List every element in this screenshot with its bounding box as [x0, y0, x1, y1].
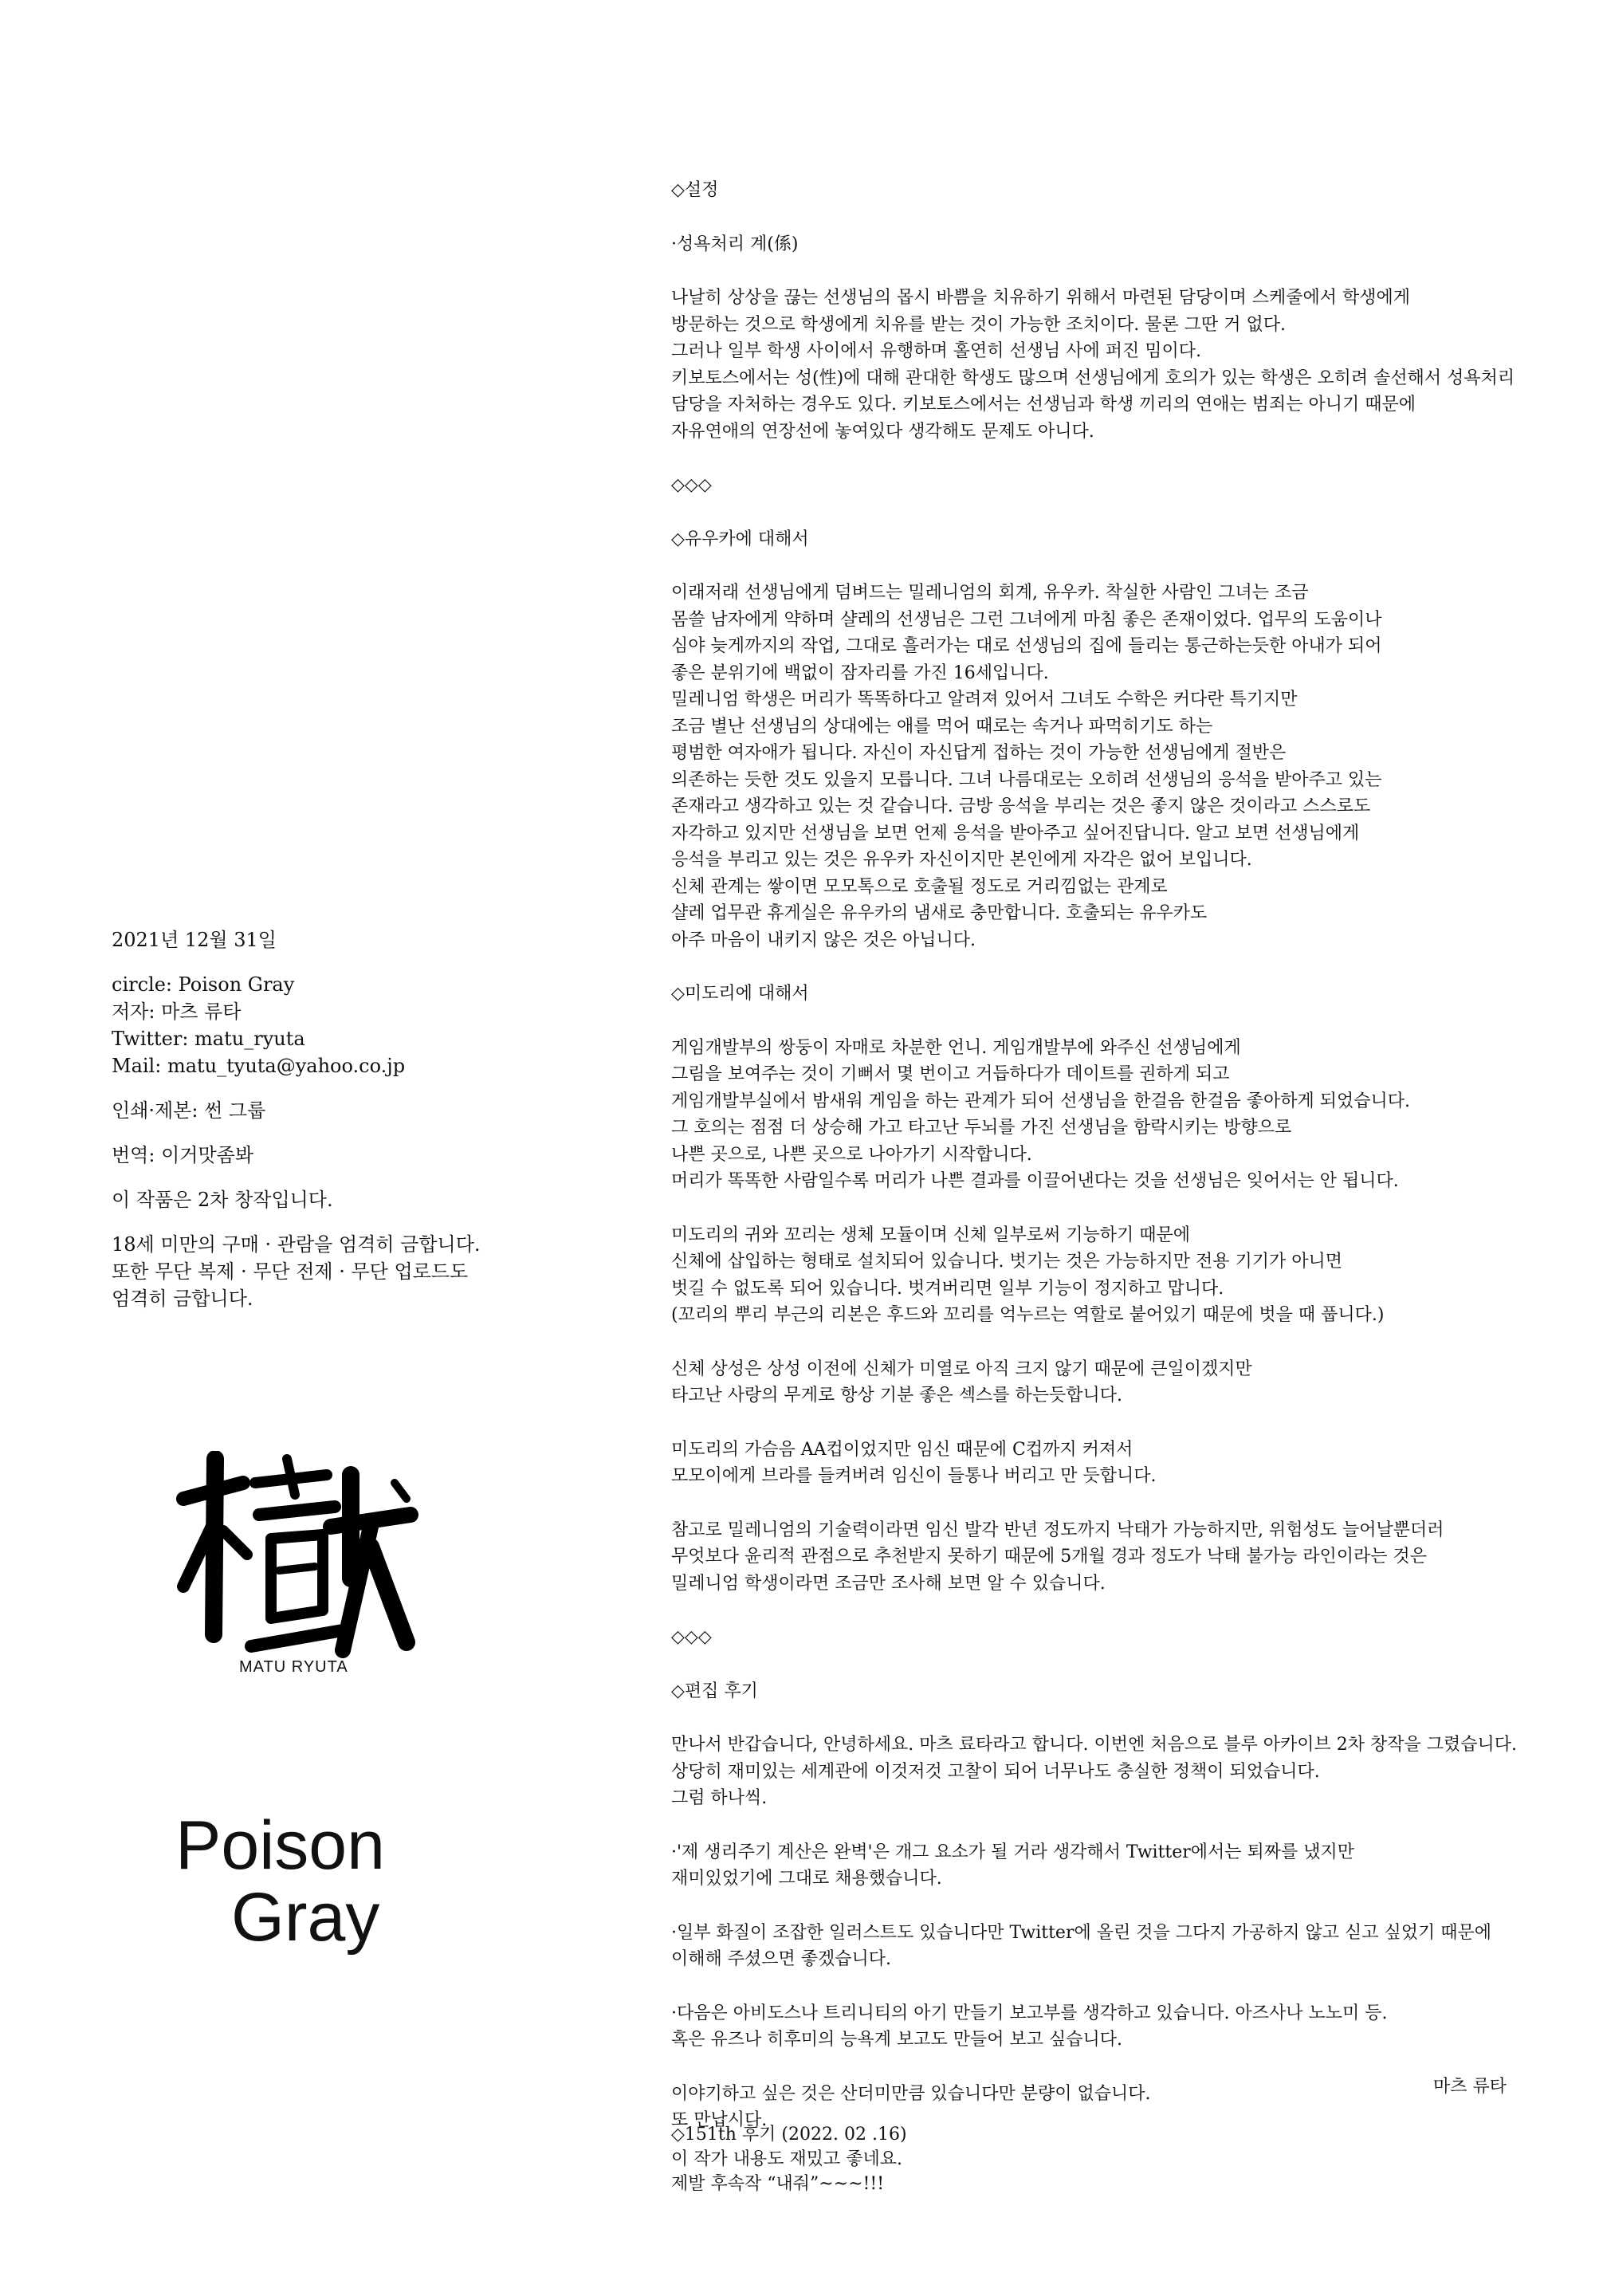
age-warning: 18세 미만의 구매 · 관람을 엄격히 금합니다. 또한 무단 복제 · 무단 전제 · 무단 업로드도 엄격히 금합니다.	[112, 1233, 481, 1310]
text-line: 신체 상성은 상성 이전에 신체가 미열로 아직 크지 않기 때문에 큰일이겠지만	[671, 1358, 1252, 1379]
text-line: 이래저래 선생님에게 덤벼드는 밀레니엄의 회계, 유우카. 착실한 사람인 그녀는 조금	[671, 583, 1309, 603]
text-block	[671, 981, 1572, 1008]
text-line: 밀레니엄 학생은 머리가 똑똑하다고 알려져 있어서 그녀도 수학은 커다란 특기지만	[671, 690, 1298, 710]
logo-caption: MATU RYUTA	[239, 1658, 348, 1676]
text-line: 나날히 상상을 끊는 선생님의 몹시 바쁨을 치유하기 위해서 마련된 담당이며 스케줄에서 학생에게	[671, 288, 1411, 308]
text-line: 몸쓸 남자에게 약하며 샬레의 선생님은 그런 그녀에게 마침 좋은 존재이었다. 업무의 도움이나	[671, 609, 1382, 630]
text-line: 평범한 여자애가 됩니다. 자신이 자신답게 접하는 것이 가능한 선생님에게 절반은	[671, 743, 1287, 763]
credits	[112, 971, 558, 1079]
text-line: 그림을 보여주는 것이 기뻐서 몇 번이고 거듭하다가 데이트를 권하게 되고	[671, 1064, 1230, 1084]
text-line: 만나서 반갑습니다, 안녕하세요. 마츠 료타라고 합니다. 이번엔 처음으로 블루 아카이브 2차 창작을 그렸습니다.	[671, 1735, 1517, 1755]
text-line: 나쁜 곳으로, 나쁜 곳으로 나아가기 시작합니다.	[671, 1144, 1032, 1165]
text-line: 신체에 삽입하는 형태로 설치되어 있습니다. 벗기는 것은 가능하지만 전용 기기가 아니면	[671, 1252, 1342, 1272]
text-line: 좋은 분위기에 백없이 잠자리를 가진 16세입니다.	[671, 662, 1049, 683]
text-line: ·다음은 아비도스나 트리니티의 아기 만들기 보고부를 생각하고 있습니다. 아즈사나 노노미 등.	[671, 2003, 1388, 2023]
text-block	[671, 1356, 1572, 1409]
credit-circle: circle: Poison Gray	[112, 973, 295, 996]
text-line: 타고난 사랑의 무게로 항상 기분 좋은 섹스를 하는듯합니다.	[671, 1386, 1122, 1406]
text-line: 그 호의는 점점 더 상승해 가고 타고난 두뇌를 가진 선생님을 함락시키는 방향으로	[671, 1118, 1292, 1138]
credit-author: 저자: 마츠 류타	[112, 1001, 242, 1023]
translation-info: 번역: 이거맛좀봐	[112, 1144, 254, 1166]
text-block	[671, 1920, 1572, 1973]
text-line: 무엇보다 윤리적 관점으로 추천받지 못하기 때문에 5개월 경과 정도가 낙태 불가능 라인이라는 것은	[671, 1547, 1427, 1567]
text-block	[671, 177, 1572, 204]
text-line: 상당히 재미있는 세계관에 이것저것 고찰이 되어 너무나도 충실한 정책이 되었습니다.	[671, 1761, 1320, 1782]
text-block	[671, 1517, 1572, 1598]
text-line: ◇유우카에 대해서	[671, 529, 809, 549]
text-line: 방문하는 것으로 학생에게 치유를 받는 것이 가능한 조치이다. 물론 그딴 거 없다.	[671, 314, 1286, 335]
text-block	[671, 580, 1572, 953]
text-line: 자각하고 있지만 선생님을 보면 언제 응석을 받아주고 싶어진답니다. 알고 보면 선생님에게	[671, 823, 1360, 843]
author-signature: 마츠 류타	[1432, 2077, 1507, 2097]
text-line: 게임개발부의 쌍둥이 자매로 차분한 언니. 게임개발부에 와주신 선생님에게	[671, 1037, 1241, 1058]
derivative-note: 이 작품은 2차 창작입니다.	[112, 1189, 333, 1211]
text-line: ·일부 화질이 조잡한 일러스트도 있습니다만 Twitter에 올린 것을 그다지 가공하지 않고 싣고 싶었기 때문에	[671, 1922, 1491, 1943]
text-line: 모모이에게 브라를 들켜버려 임신이 들통나 버리고 만 듯합니다.	[671, 1466, 1157, 1486]
text-line: ·성욕처리 계(係)	[671, 234, 799, 254]
credit-twitter: Twitter: matu_ryuta	[112, 1028, 305, 1050]
text-line: ◇미도리에 대해서	[671, 984, 809, 1004]
text-line: 조금 별난 선생님의 상대에는 애를 먹어 때로는 속거나 파먹히기도 하는	[671, 716, 1213, 737]
text-block	[671, 1624, 1572, 1651]
text-line: 심야 늦게까지의 작업, 그대로 흘러가는 대로 선생님의 집에 들리는 통근하는듯한 아내가 되어	[671, 636, 1382, 656]
text-line: 참고로 밀레니엄의 기술력이라면 임신 발각 반년 정도까지 낙태가 가능하지만, 위험성도 늘어날뿐더러	[671, 1520, 1444, 1540]
text-block	[671, 1222, 1572, 1329]
text-line: 자유연애의 연장선에 놓여있다 생각해도 문제도 아니다.	[671, 421, 1094, 442]
brand-line-1: Poison	[175, 1807, 385, 1884]
text-line: 재미있었기에 그대로 채용했습니다.	[671, 1869, 942, 1889]
text-block	[671, 231, 1572, 258]
text-line: ◇편집 후기	[671, 1681, 758, 1701]
text-line: 키보토스에서는 성(性)에 대해 관대한 학생도 많으며 선생님에게 호의가 있는 학생은 오히려 솔선해서 성욕처리	[671, 368, 1515, 388]
text-block	[671, 472, 1572, 499]
text-line: ◇◇◇	[671, 475, 712, 495]
text-block	[671, 1839, 1572, 1893]
brand-wordmark	[175, 1807, 385, 1956]
text-line: 그럼 하나씩.	[671, 1788, 768, 1808]
text-block	[671, 1678, 1572, 1705]
credit-mail: Mail: matu_tyuta@yahoo.co.jp	[112, 1055, 406, 1077]
colophon	[112, 926, 558, 1330]
text-block	[671, 1437, 1572, 1490]
text-line: 게임개발부실에서 밤새워 게임을 하는 관계가 되어 선생님을 한걸음 한걸음 좋아하게 되었습니다.	[671, 1091, 1411, 1111]
text-block	[671, 1732, 1572, 1812]
publish-date: 2021년 12월 31일	[112, 929, 277, 951]
text-line: 또 만납시다.	[671, 2110, 768, 2130]
text-line: 벗길 수 없도록 되어 있습니다. 벗겨버리면 일부 기능이 정지하고 맙니다.	[671, 1278, 1224, 1299]
text-line: 의존하는 듯한 것도 있을지 모릅니다. 그녀 나름대로는 오히려 선생님의 응석을 받아주고 있는	[671, 769, 1382, 790]
text-line: 아주 마음이 내키지 않은 것은 아닙니다.	[671, 930, 976, 950]
text-line: 응석을 부리고 있는 것은 유우카 자신이지만 본인에게 자각은 없어 보입니다.	[671, 850, 1252, 870]
text-line: (꼬리의 뿌리 부근의 리본은 후드와 꼬리를 억누르는 역할로 붙어있기 때문에 벗을 때 풉니다.)	[671, 1305, 1385, 1325]
text-line: 샬레 업무관 휴게실은 유우카의 냄새로 충만합니다. 호출되는 유우카도	[671, 903, 1208, 923]
text-line: ◇설정	[671, 180, 719, 200]
text-block	[671, 285, 1572, 445]
text-line: 밀레니엄 학생이라면 조금만 조사해 보면 알 수 있습니다.	[671, 1573, 1106, 1594]
calligraphy-logo	[167, 1451, 422, 1690]
brand-line-2: Gray	[231, 1879, 380, 1956]
text-line: ◇◇◇	[671, 1627, 712, 1647]
text-line: 머리가 똑똑한 사람일수록 머리가 나쁜 결과를 이끌어낸다는 것을 선생님은 잊어서는 안 됩니다.	[671, 1171, 1399, 1191]
text-line: 담당을 자처하는 경우도 있다. 키보토스에서는 선생님과 학생 끼리의 연애는 범죄는 아니기 때문에	[671, 395, 1416, 415]
text-line: 미도리의 귀와 꼬리는 생체 모듈이며 신체 일부로써 기능하기 때문에	[671, 1225, 1191, 1245]
text-line: 그러나 일부 학생 사이에서 유행하며 홀연히 선생님 사에 퍼진 밈이다.	[671, 341, 1201, 361]
text-line: ·'제 생리주기 계산은 완벽'은 개그 요소가 될 거라 생각해서 Twitter에서는 퇴짜를 냈지만	[671, 1842, 1355, 1862]
text-line: 미도리의 가슴음 AA컵이었지만 임신 때문에 C컵까지 커져서	[671, 1439, 1133, 1460]
text-line: 이야기하고 싶은 것은 산더미만큼 있습니다만 분량이 없습니다.	[671, 2083, 1151, 2104]
text-line: 존재라고 생각하고 있는 것 같습니다. 금방 응석을 부리는 것은 좋지 않은 것이라고 스스로도	[671, 796, 1371, 816]
text-block	[671, 1035, 1572, 1195]
print-info: 인쇄·제본: 썬 그룹	[112, 1099, 266, 1122]
text-block	[671, 526, 1572, 553]
text-line: 혹은 유즈나 히후미의 능욕계 보고도 만들어 보고 싶습니다.	[671, 2030, 1122, 2050]
afterword-column	[671, 177, 1572, 2161]
text-block	[671, 2000, 1572, 2054]
text-line: 이해해 주셨으면 좋겠습니다.	[671, 1949, 892, 1969]
text-line: 신체 관계는 쌓이면 모모톡으로 호출될 정도로 거리낌없는 관계로	[671, 876, 1168, 897]
translator-note: ◇151th 후기 (2022. 02 .16) 이 작가 내용도 재밌고 좋네요. 제발 후속작 “내줘”~~~!!!	[671, 2125, 907, 2194]
